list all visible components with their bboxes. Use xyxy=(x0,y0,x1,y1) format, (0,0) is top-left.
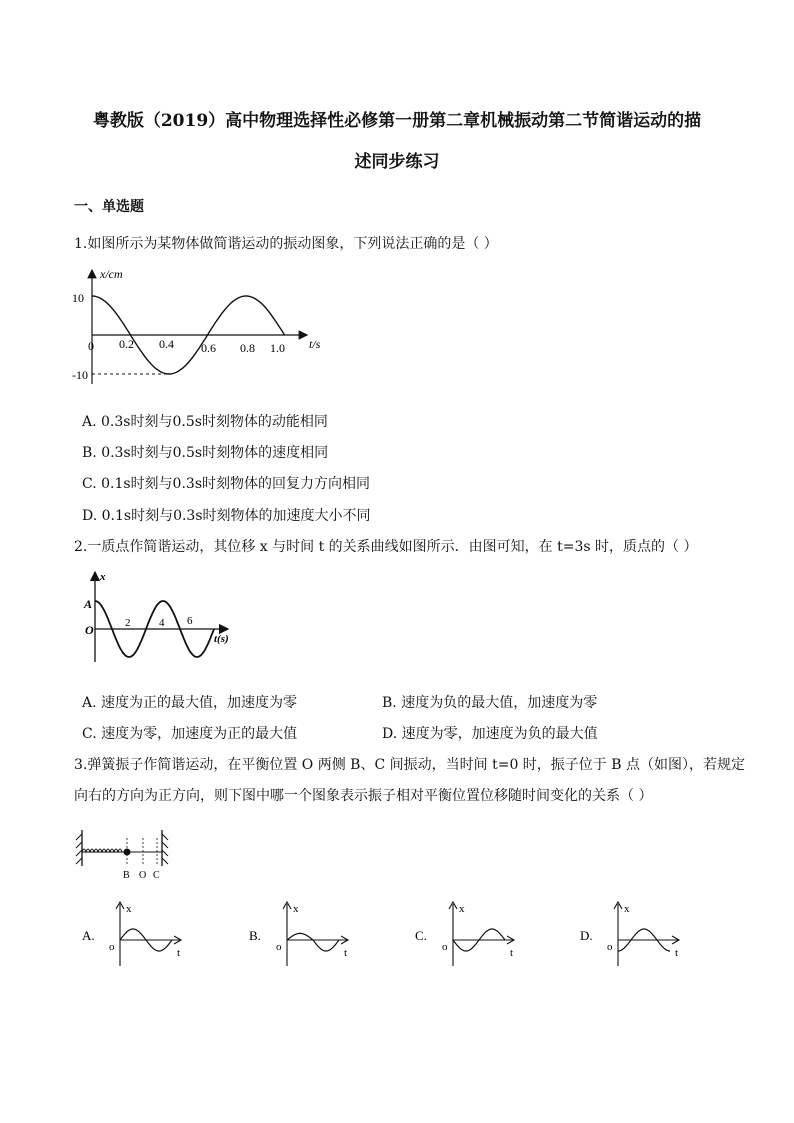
q3-origin: o xyxy=(276,941,282,953)
q1-origin: 0 xyxy=(88,339,94,353)
q2-vibration-graph xyxy=(80,566,240,666)
q2-option-a[interactable]: A. 速度为正的最大值，加速度为零 xyxy=(82,695,298,711)
q3-origin: o xyxy=(442,941,448,953)
q1-option-b[interactable]: B. 0.3s时刻与0.5s时刻物体的速度相同 xyxy=(82,445,329,461)
q1-xtick: 0.4 xyxy=(159,337,174,351)
label-o: O xyxy=(139,870,147,881)
q3-xlabel: t xyxy=(344,947,348,959)
q1-xtick: 0.8 xyxy=(240,341,255,355)
q2-amp-label: A xyxy=(84,597,93,611)
q1-xlabel: t/s xyxy=(309,337,321,351)
q3-choice-d-graph[interactable] xyxy=(578,898,688,968)
q2-xtick: 2 xyxy=(125,617,131,629)
label-c: C xyxy=(153,870,160,881)
q2-origin: O xyxy=(85,623,94,637)
spring-oscillator-figure xyxy=(72,826,172,882)
q1-xtick: 0.2 xyxy=(119,337,134,351)
q1-option-a[interactable]: A. 0.3s时刻与0.5s时刻物体的动能相同 xyxy=(82,414,328,430)
q3-origin: o xyxy=(607,941,613,953)
q3-origin: o xyxy=(109,941,115,953)
q2-option-d[interactable]: D. 速度为零，加速度为负的最大值 xyxy=(382,726,598,742)
question-3-stem-line2: 向右的方向为正方向，则下图中哪一个图象表示振子相对平衡位置位移随时间变化的关系（ ） xyxy=(74,788,653,804)
q2-option-b[interactable]: B. 速度为负的最大值，加速度为零 xyxy=(382,695,598,711)
q1-option-d[interactable]: D. 0.1s时刻与0.3s时刻物体的加速度大小不同 xyxy=(82,508,371,524)
q1-ylabel: x/cm xyxy=(100,267,123,281)
q1-ytick-10: 10 xyxy=(72,291,84,305)
q1-xtick: 1.0 xyxy=(270,341,285,355)
q2-xtick: 4 xyxy=(159,617,165,629)
question-3-stem-line1: 3.弹簧振子作简谐运动，在平衡位置 O 两侧 B、C 间振动，当时间 t=0 时，振子位于 B 点（如图），若规定 xyxy=(74,757,745,773)
q1-vibration-graph xyxy=(70,262,340,392)
q2-option-c[interactable]: C. 速度为零，加速度为正的最大值 xyxy=(82,726,298,742)
q3-choice-letter: A. xyxy=(82,928,95,943)
q3-xlabel: t xyxy=(510,947,514,959)
q3-choice-a-graph[interactable] xyxy=(80,898,190,968)
q3-choice-c-graph[interactable] xyxy=(413,898,523,968)
q1-xtick: 0.6 xyxy=(201,341,216,355)
q3-ylabel: x xyxy=(126,903,132,915)
q3-xlabel: t xyxy=(675,947,679,959)
doc-title-line2: 述同步练习 xyxy=(354,152,440,172)
q2-ylabel: x xyxy=(100,571,106,583)
q1-ytick-neg10: -10 xyxy=(72,368,88,382)
q2-xtick: 6 xyxy=(187,615,193,627)
q3-xlabel: t xyxy=(177,947,181,959)
q3-ylabel: x xyxy=(624,903,630,915)
q3-choice-letter: D. xyxy=(580,928,593,943)
label-b: B xyxy=(123,870,130,881)
q3-wave xyxy=(287,933,339,951)
question-1-stem: 1.如图所示为某物体做简谐运动的振动图象，下列说法正确的是（ ） xyxy=(74,236,498,252)
question-2-stem: 2.一质点作简谐运动，其位移 x 与时间 t 的关系曲线如图所示．由图可知，在 t=3s 时，质点的（ ） xyxy=(74,539,698,555)
section-heading: 一、单选题 xyxy=(74,199,144,215)
doc-title-line1: 粤教版（2019）高中物理选择性必修第一册第二章机械振动第二节简谐运动的描 xyxy=(92,111,702,131)
q3-ylabel: x xyxy=(459,903,465,915)
q2-xlabel: t(s) xyxy=(214,633,229,645)
q3-ylabel: x xyxy=(293,903,299,915)
q3-choice-b-graph[interactable] xyxy=(247,898,357,968)
q3-choice-letter: C. xyxy=(415,928,427,943)
q3-choice-letter: B. xyxy=(249,928,261,943)
q1-option-c[interactable]: C. 0.1s时刻与0.3s时刻物体的回复力方向相同 xyxy=(82,476,371,492)
